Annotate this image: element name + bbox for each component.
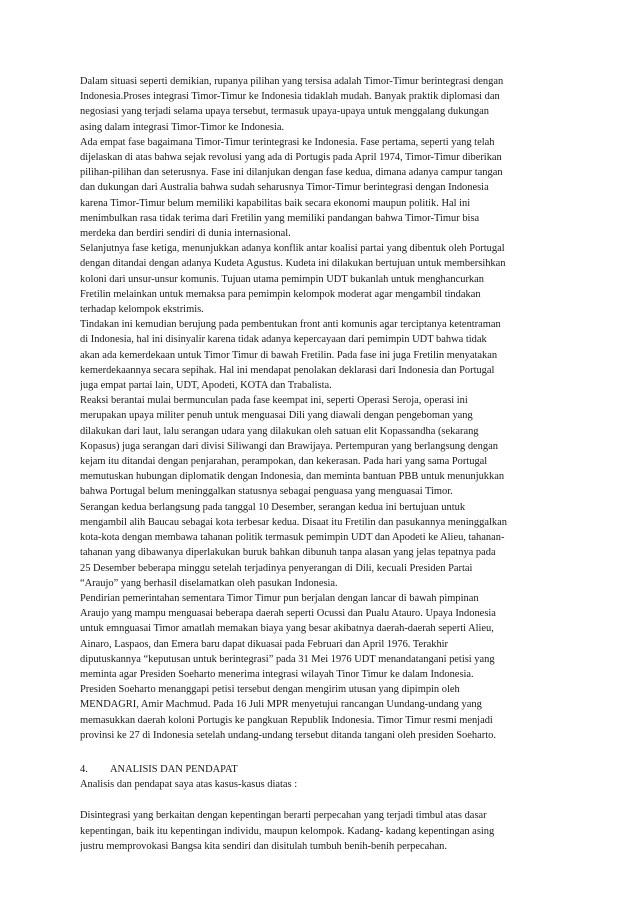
section-number: 4. [80,763,88,775]
text-line: juga empat partai lain, UDT, Apodeti, KOTA dan Trabalista. [80,380,332,392]
text-line: kejam itu ditandai dengan penjarahan, perampokan, dan kekerasan. Pada hari yang sama Portugal [80,456,488,468]
text-line: akan ada kemerdekaan untuk Timor Timur di bawah Fretilin. Pada fase ini juga Fretilin menyatakan [80,349,498,361]
text-line: Ada empat fase bagaimana Timor-Timur terintegrasi ke Indonesia. Fase pertama, seperti yang telah [80,136,495,148]
paragraph-integration-intro [80,74,566,135]
paragraph-disintegration [80,808,566,854]
section-heading [80,762,566,777]
text-line: “Araujo” yang berhasil diselamatkan oleh pasukan Indonesia. [80,577,338,589]
text-line: Dalam situasi seperti demikian, rupanya pilihan yang tersisa adalah Timor-Timur berintegrasi dengan [80,76,504,87]
text-line: merupakan upaya militer penuh untuk menguasai Dili yang diawali dengan pengeboman yang [80,410,473,422]
text-line: kota-kota dengan membawa tahanan politik termasuk pemimpin UDT dan Apodeti ke Alieu, tahanan- [80,532,505,544]
text-line: Kopasus) juga serangan dari divisi Siliwangi dan Brawijaya. Pertempuran yang berlangsung dengan [80,440,498,452]
paragraph-anti-communist-front [80,317,566,393]
text-line: menimbulkan rasa tidak terima dari Fretilin yang memiliki pandangan bahwa Timor-Timur bisa [80,212,480,224]
text-line: MENDAGRI, Amir Machmud. Pada 16 Juli MPR menyetujui rancangan Uundang-undang yang [80,699,482,711]
text-line: Pendirian pemerintahan sementara Timor Timur pun berjalan dengan lancar di bawah pimpinan [80,592,479,604]
text-line: Reaksi berantai mulai bermunculan pada fase keempat ini, seperti Operasi Seroja, operasi ini [80,395,468,407]
text-line: dilakukan dari laut, lalu serangan udara yang dilakukan oleh satuan elit Kopassandha (sekarang [80,425,479,437]
text-line: diputuskannya “keputusan untuk berintegrasi” pada 31 Mei 1976 UDT menandatangani petisi yang [80,653,495,665]
paragraph-third-phase [80,241,566,317]
text-line: kemerdekaannya secara sepihak. Hal ini mendapat penolakan deklarasi dari Indonesia dan Portugal [80,364,495,376]
text-line: meminta agar Presiden Soeharto menerima integrasi wilayah Tinor Timur ke dalam Indonesia. [80,668,474,680]
text-line: Tindakan ini kemudian berujung pada pembentukan front anti komunis agar terciptanya ketentraman [80,319,501,331]
document-page [80,74,566,854]
text-line: pilihan-pilihan dan seterusnya. Fase ini dilanjukan dengan fase kedua, dimana adanya campur tangan [80,167,503,179]
text-line: bahwa Portugal belum meninggalkan statusnya sebagai penguasa yang menguasai Timor. [80,486,453,498]
text-line: asing dalam integrasi Timor-Timor ke Indonesia. [80,121,285,133]
text-line: merdeka dan berdiri sendiri di dunia internasional. [80,228,291,240]
text-line: negosiasi yang terjadi selama upaya tersebut, termasuk upaya-upaya untuk menggalang dukungan [80,106,489,118]
text-line: Indonesia.Proses integrasi Timor-Timur ke Indonesia tidaklah mudah. Banyak praktik diplomasi dan [80,91,500,103]
text-line: tahanan yang dibawanya diperlakukan buruk bahkan dibunuh tanpa alasan yang jelas tepatnya pada [80,547,496,559]
text-line: di Indonesia, hal ini disinyalir karena tidak adanya kepercayaan dari pemimpin UDT bahwa tidak [80,334,487,346]
text-line: Disintegrasi yang berkaitan dengan kepentingan berarti perpecahan yang terjadi timbul atas dasar [80,810,487,822]
text-line: justru memprovokasi Bangsa kita sendiri dan disitulah tumbuh benih-benih perpecahan. [80,840,447,852]
text-line: memutuskan hubungan diplomatik dengan Indonesia, dan meminta bantuan PBB untuk menunjukkan [80,471,505,483]
section-title: ANALISIS DAN PENDAPAT [110,763,238,775]
text-line: terhadap kelompok ekstrimis. [80,304,204,316]
text-line: karena Timor-Timur belum memiliki kapabilitas baik secara ekonomi maupun politik. Hal ini [80,197,471,209]
paragraph-four-phases [80,135,566,241]
text-line: Selanjutnya fase ketiga, menunjukkan adanya konflik antar koalisi partai yang dibentuk oleh Portugal [80,243,505,255]
paragraph-spacer [80,792,566,808]
text-line: provinsi ke 27 di Indonesia setelah undang-undang tersebut ditanda tangani oleh presiden Soeharto. [80,729,496,741]
text-line: koloni dari unsur-unsur komunis. Tujuan utama pemimpin UDT bukanlah untuk menghancurkan [80,273,485,285]
text-line: Ainaro, Laspaos, dan Emera baru dapat dikuasai pada Februari dan April 1976. Terakhir [80,638,449,650]
paragraph-provisional-government [80,591,566,743]
text-line: Fretilin melainkan untuk memaksa para pemimpin kelompok moderat agar mengambil tindakan [80,288,481,300]
text-line: dijelaskan di atas bahwa sejak revolusi yang ada di Portugis pada April 1974, Timor-Timur diberikan [80,152,502,164]
text-line: untuk emnguasai Timor amatlah memakan biaya yang besar akibatnya daerah-daerah seperti Alieu, [80,623,494,635]
text-line: Presiden Soeharto menanggapi petisi tersebut dengan mengirim utusan yang dipimpin oleh [80,684,460,696]
text-line: dan dukungan dari Australia bahwa sudah seharusnya Timor-Timur berintegrasi dengan Indonesia [80,182,489,194]
text-line: memasukkan daerah koloni Portugis ke pangkuan Republik Indonesia. Timor Timur resmi menjadi [80,714,493,726]
text-line: Araujo yang mampu menguasai beberapa daerah seperti Ocussi dan Pualu Atauro. Upaya Indonesia [80,608,496,620]
paragraph-fourth-phase [80,393,566,591]
text-line: kepentingan, baik itu kepentingan individu, maupun kelompok. Kadang- kadang kepentingan asing [80,825,495,837]
text-line: mengambil alih Baucau sebagai kota terbesar kedua. Disaat itu Fretilin dan pasukannya meninggalkan [80,516,507,528]
text-line: Serangan kedua berlangsung pada tanggal 10 Desember, serangan kedua ini bertujuan untuk [80,501,466,513]
text-line: dengan ditandai dengan adanya Kudeta Agustus. Kudeta ini dilakukan bertujuan untuk membersihkan [80,258,506,270]
section-intro: Analisis dan pendapat saya atas kasus-kasus diatas : [80,779,298,791]
text-line: 25 Desember beberapa minggu setelah terjadinya penyerangan di Dili, kecuali Presiden Partai [80,562,473,574]
